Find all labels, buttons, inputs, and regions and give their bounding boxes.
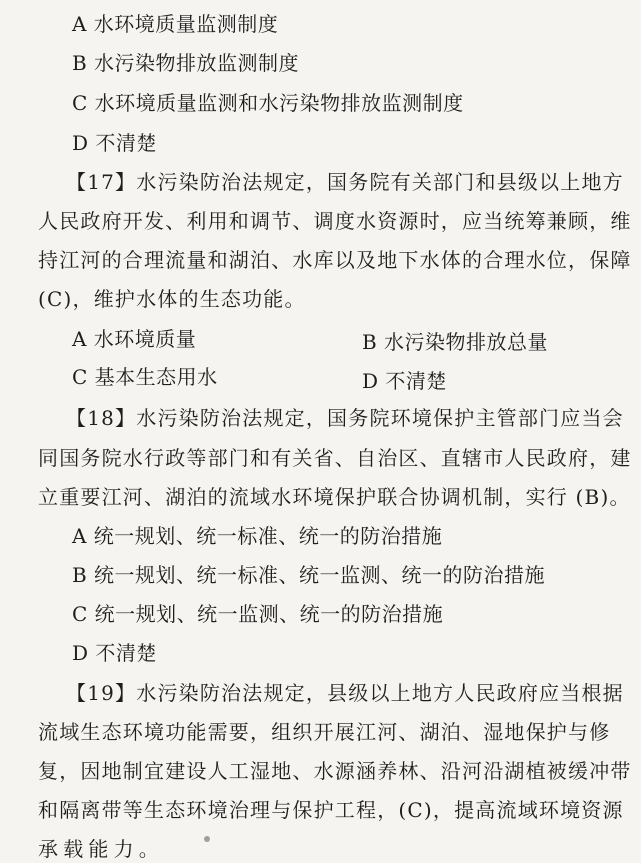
- q18-option-c: C 统一规划、统一监测、统一的防治措施: [72, 602, 444, 626]
- q19-line-5: 承载能力。: [38, 837, 164, 861]
- q16-option-c: C 水环境质量监测和水污染物排放监测制度: [72, 91, 464, 115]
- q18-line-3: 立重要江河、湖泊的流域水环境保护联合协调机制，实行 (B)。: [38, 485, 631, 509]
- scan-dot-mark: [204, 836, 210, 842]
- q17-option-d: D 不清楚: [362, 369, 447, 393]
- q17-option-a: A 水环境质量: [72, 327, 197, 351]
- q18-option-d: D 不清楚: [72, 641, 157, 665]
- q19-line-1: 【19】水污染防治法规定，县级以上地方人民政府应当根据: [66, 681, 624, 705]
- q18-line-2: 同国务院水行政等部门和有关省、自治区、直辖市人民政府，建: [38, 446, 632, 470]
- q19-line-3: 复，因地制宜建设人工湿地、水源涵养林、沿河沿湖植被缓冲带: [38, 759, 632, 783]
- q16-option-d: D 不清楚: [72, 131, 157, 155]
- q18-option-a: A 统一规划、统一标准、统一的防治措施: [72, 524, 443, 548]
- q18-option-b: B 统一规划、统一标准、统一监测、统一的防治措施: [72, 563, 546, 587]
- q17-line-2: 人民政府开发、利用和调节、调度水资源时，应当统筹兼顾，维: [38, 209, 632, 233]
- q19-line-4: 和隔离带等生态环境治理与保护工程，(C)，提高流域环境资源: [38, 798, 624, 822]
- q16-option-b: B 水污染物排放监测制度: [72, 51, 300, 75]
- q16-option-a: A 水环境质量监测制度: [72, 12, 279, 36]
- q19-line-2: 流域生态环境功能需要，组织开展江河、湖泊、湿地保护与修: [38, 720, 611, 744]
- q17-option-b: B 水污染物排放总量: [362, 330, 549, 354]
- q18-line-1: 【18】水污染防治法规定，国务院环境保护主管部门应当会: [66, 406, 624, 430]
- q17-option-c: C 基本生态用水: [72, 365, 218, 389]
- q17-line-3: 持江河的合理流量和湖泊、水库以及地下水体的合理水位，保障: [38, 248, 632, 272]
- q17-line-4: (C)，维护水体的生态功能。: [38, 287, 306, 311]
- q17-line-1: 【17】水污染防治法规定，国务院有关部门和县级以上地方: [66, 170, 624, 194]
